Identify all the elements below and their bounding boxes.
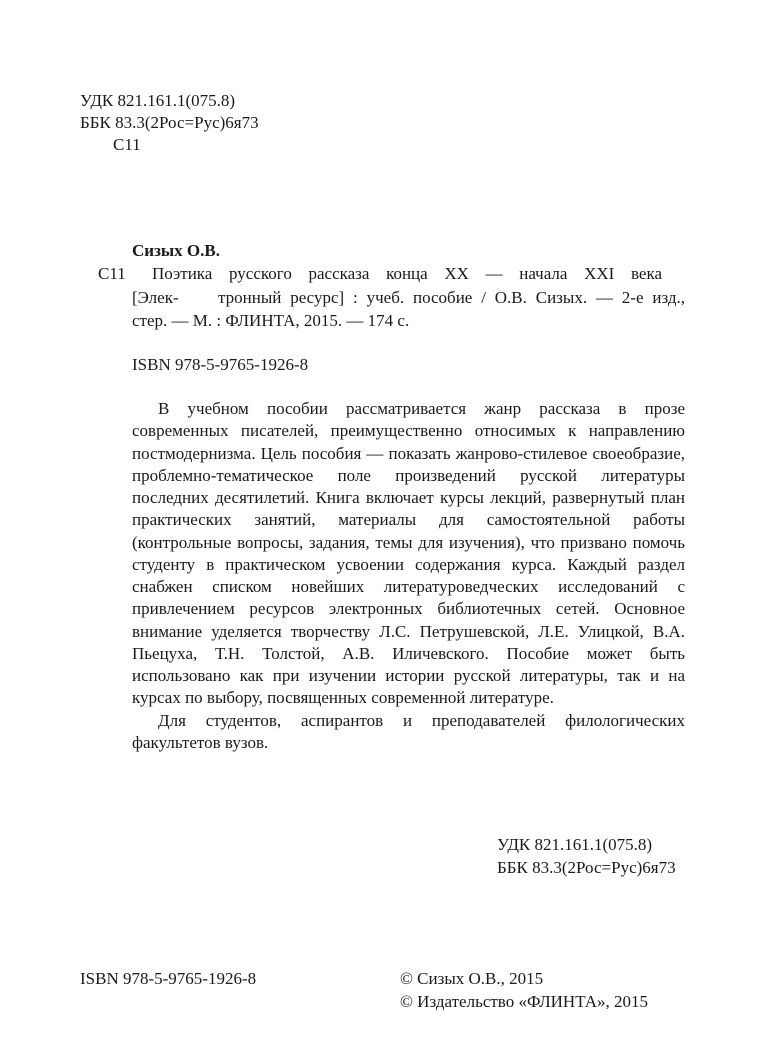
record-line2-start: [Элек- — [132, 288, 179, 307]
header-author-code: С11 — [113, 135, 141, 154]
audience-paragraph: Для студентов, аспирантов и преподавателей филологических факультетов вузов. — [132, 710, 685, 752]
record-line2-rest: тронный ресурс] : учеб. пособие / О.В. Сизых. — 2-е изд., — [218, 288, 685, 307]
record-isbn: ISBN 978-5-9765-1926-8 — [132, 355, 309, 374]
classification-bbk: ББК 83.3(2Рос=Рус)6я73 — [497, 858, 676, 877]
abstract-block — [132, 398, 685, 754]
header-udk: УДК 821.161.1(075.8) — [80, 91, 236, 110]
footer-isbn: ISBN 978-5-9765-1926-8 — [80, 969, 257, 988]
record-line3: стер. — М. : ФЛИНТА, 2015. — 174 с. — [132, 311, 410, 330]
record-title-line: Поэтика русского рассказа конца XX — начала XXI века — [152, 264, 662, 283]
abstract-paragraph: В учебном пособии рассматривается жанр рассказа в прозе современных писателей, преимущественно относимых к направлению постмодернизма. Цель пособия — показать жанрово-стилевое своеобразие, проблемно-тематическое поле произведений русской литературы последних десятилетий. Книга включает курсы лекций, развернутый план практических занятий, материалы для самостоятельной работы (контрольные вопросы, задания, темы для изучения), что призвано помочь студенту в практическом усвоении содержания курса. Каждый раздел снабжен списком новейших литературоведческих исследований с привлечением ресурсов электронных библиотечных сетей. Основное внимание уделяется творчеству Л.С. Петрушевской, Л.Е. Улицкой, В.А. Пьецуха, Т.Н. Толстой, А.В. Иличевского. Пособие может быть использовано как при изучении истории русской литературы, так и на курсах по выбору, посвященных современной литературе. — [132, 399, 685, 708]
record-author: Сизых О.В. — [132, 241, 220, 260]
classification-udk: УДК 821.161.1(075.8) — [497, 835, 653, 854]
record-author-code: С11 — [98, 264, 126, 283]
copyright-author: © Сизых О.В., 2015 — [400, 969, 544, 988]
header-bbk: ББК 83.3(2Рос=Рус)6я73 — [80, 113, 259, 132]
copyright-publisher: © Издательство «ФЛИНТА», 2015 — [400, 992, 649, 1011]
